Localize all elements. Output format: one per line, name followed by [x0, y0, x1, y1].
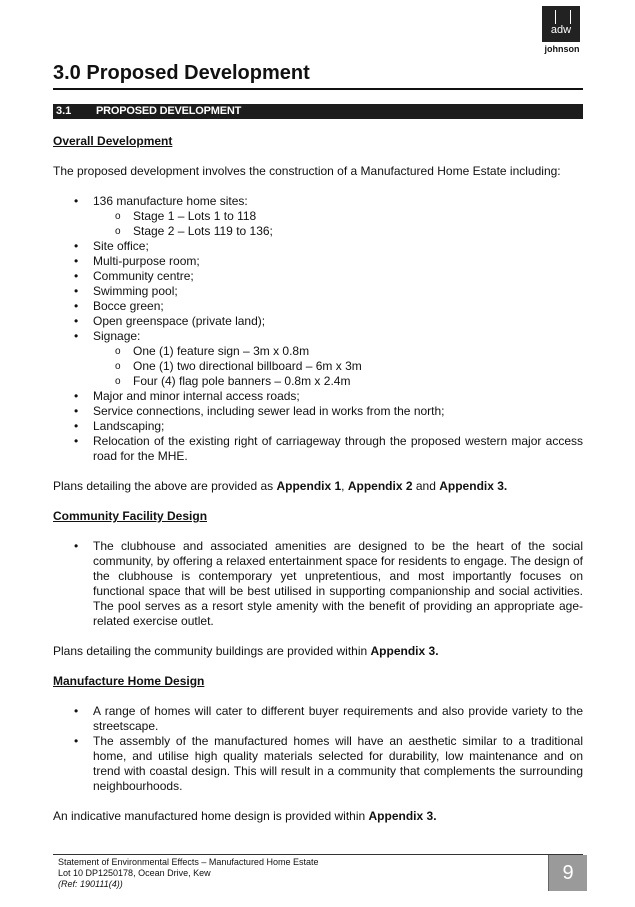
community-heading: Community Facility Design	[53, 509, 208, 523]
list-item: • Relocation of the existing right of carriageway through the proposed western major access road for the MHE.	[53, 434, 583, 464]
footer-address: Lot 10 DP1250178, Ocean Drive, Kew	[58, 868, 211, 878]
appendix-ref: Appendix 3.	[368, 809, 437, 823]
community-list	[53, 539, 583, 629]
sub-list	[93, 209, 583, 239]
list-item-text: 136 manufacture home sites:	[93, 194, 248, 208]
logo-bars	[555, 10, 571, 24]
list-item	[53, 329, 583, 389]
community-plans-note	[53, 644, 583, 659]
plans-text: An indicative manufactured home design is provided within	[53, 809, 369, 823]
list-item: • Bocce green;	[53, 299, 583, 314]
overall-heading: Overall Development	[53, 134, 173, 148]
page-footer	[58, 857, 318, 890]
sub-list-item: o One (1) two directional billboard – 6m x 3m	[93, 359, 583, 374]
manufacture-note	[53, 809, 583, 824]
appendix-ref: Appendix 3.	[439, 479, 508, 493]
footer-ref: (Ref: 190111(4))	[58, 879, 123, 889]
plans-text: Plans detailing the above are provided as	[53, 479, 277, 493]
plans-text: Plans detailing the community buildings are provided within	[53, 644, 371, 658]
logo-letters: adw	[550, 24, 572, 36]
logo-name: johnson	[544, 44, 580, 54]
list-item: • Swimming pool;	[53, 284, 583, 299]
logo-mark	[542, 6, 580, 42]
list-item: • A range of homes will cater to different buyer requirements and also provide variety to the streetscape.	[53, 704, 583, 734]
list-item: • Open greenspace (private land);	[53, 314, 583, 329]
page-number: 9	[549, 855, 587, 891]
list-item: • Site office;	[53, 239, 583, 254]
appendix-ref: Appendix 2	[347, 479, 413, 493]
sub-list-item: o Four (4) flag pole banners – 0.8m x 2.4m	[93, 374, 583, 389]
title-rule	[53, 88, 583, 90]
list-item: • Landscaping;	[53, 419, 583, 434]
overall-plans-note	[53, 479, 583, 494]
sub-list-item: o One (1) feature sign – 3m x 0.8m	[93, 344, 583, 359]
list-item	[53, 194, 583, 239]
list-item-text: Signage:	[93, 329, 141, 343]
list-item: • Community centre;	[53, 269, 583, 284]
page-title: 3.0 Proposed Development	[53, 62, 310, 84]
list-item: • The clubhouse and associated amenities are designed to be the heart of the social community, by offering a relaxed entertainment space for residents to engage. The design of the clubhouse is contemporary yet unpretentious, and most importantly focuses on functional space that will be best utilised in supporting companionship and social activities. The pool serves as a resort style amenity with the benefit of providing an appropriate age-related exercise outlet.	[53, 539, 583, 629]
manufacture-list	[53, 704, 583, 794]
footer-doc-title: Statement of Environmental Effects – Manufactured Home Estate	[58, 857, 319, 867]
section-number: 3.1	[56, 105, 72, 117]
sub-list	[93, 344, 583, 389]
list-item: • The assembly of the manufactured homes will have an aesthetic similar to a traditional home, and utilise high quality materials selected for durability, low maintenance and on trend with coastal design. This will result in a community that complements the surrounding neighbourhoods.	[53, 734, 583, 794]
company-logo	[542, 6, 580, 56]
sub-list-item: o Stage 2 – Lots 119 to 136;	[93, 224, 583, 239]
list-item: • Major and minor internal access roads;	[53, 389, 583, 404]
section-title: PROPOSED DEVELOPMENT	[96, 105, 242, 117]
page-content	[53, 134, 583, 824]
manufacture-heading: Manufacture Home Design	[53, 674, 205, 688]
list-item: • Service connections, including sewer lead in works from the north;	[53, 404, 583, 419]
overall-list	[53, 194, 583, 464]
appendix-ref: Appendix 1	[276, 479, 342, 493]
footer-rule	[53, 854, 583, 855]
section-bar	[53, 104, 583, 119]
plans-text: and	[412, 479, 440, 493]
plans-text: ,	[341, 479, 348, 493]
appendix-ref: Appendix 3.	[370, 644, 439, 658]
overall-intro: The proposed development involves the construction of a Manufactured Home Estate including:	[53, 164, 561, 178]
list-item: • Multi-purpose room;	[53, 254, 583, 269]
sub-list-item: o Stage 1 – Lots 1 to 118	[93, 209, 583, 224]
